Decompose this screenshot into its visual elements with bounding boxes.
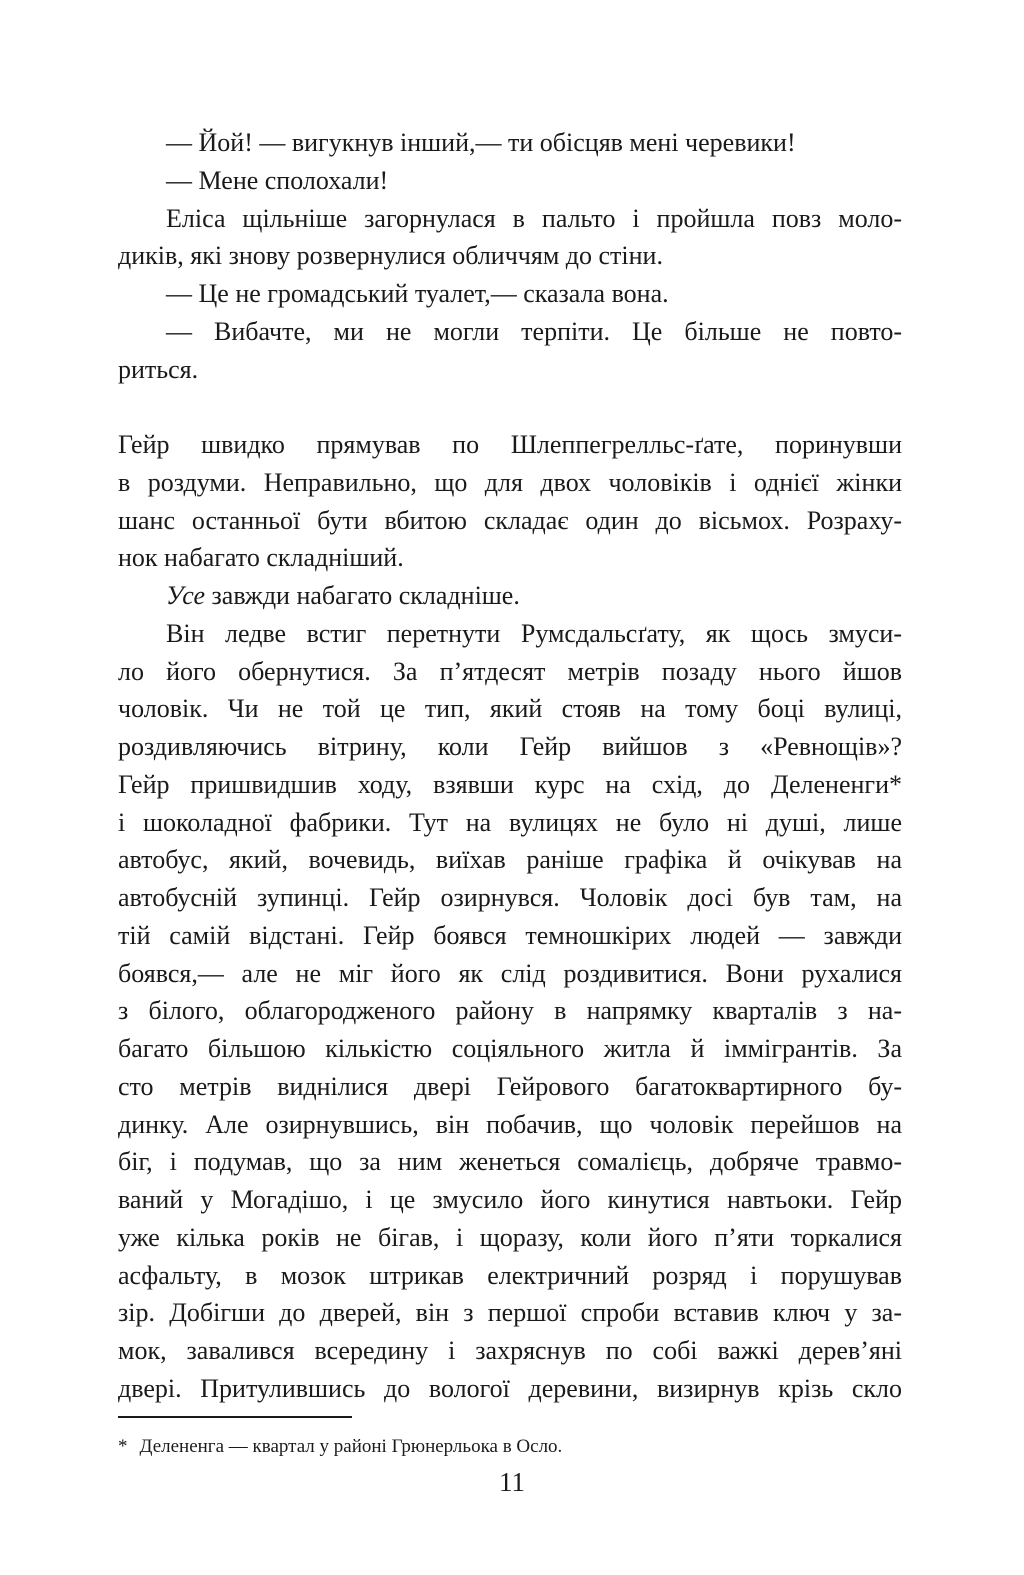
text-line: — Це не громадський туалет,— сказала вона. (166, 279, 669, 308)
text-line: багато більшою кількістю соціяльного житла й іммігрантів. За (118, 1034, 902, 1063)
page-number: 11 (499, 1467, 525, 1497)
text-line: Він ледве встиг перетнути Румсдальсґату, як щось змуси- (166, 618, 902, 648)
text-line: тій самій відстані. Гейр боявся темношкірих людей — завжди (118, 920, 902, 950)
text-line: — Йой! — вигукнув інший,— ти обісцяв мені черевики! (166, 128, 796, 157)
text-line: двері. Притулившись до вологої деревини, визирнув крізь скло (118, 1373, 902, 1403)
text-line: в роздуми. Неправильно, що для двох чоловіків і однієї жінки (118, 467, 902, 497)
text-line: сто метрів виднілися двері Гейрового багатоквартирного бу- (118, 1071, 902, 1101)
text-line: Гейр швидко прямував по Шлеппегрелльс-ґате, поринувши (118, 430, 902, 459)
text-line: динку. Але озирнувшись, він побачив, що чоловік перейшов на (118, 1109, 902, 1139)
text-line: уже кілька років не бігав, і щоразу, коли його п’яти торкалися (118, 1222, 902, 1252)
text-line: автобусній зупинці. Гейр озирнувся. Чоловік досі був там, на (118, 883, 902, 912)
text-line: диків, які знову розвернулися обличчям до стіни. (118, 241, 663, 271)
footnote-text: Делененга — квартал у районі Грюнерльока в Осло. (139, 1436, 563, 1457)
text-line: чоловік. Чи не той це тип, який стояв на тому боці вулиці, (118, 694, 902, 724)
text-line: — Вибачте, ми не могли терпіти. Це більше не повто- (166, 316, 902, 346)
text-line (118, 577, 902, 615)
text-line: — Мене сполохали! (166, 165, 389, 195)
footnote-divider (118, 1416, 352, 1418)
text-line: і шоколадної фабрики. Тут на вулицях не було ні душі, лише (118, 807, 902, 837)
text-line: зір. Добігши до дверей, він з першої спроби вставив ключ у за- (118, 1298, 902, 1328)
text-line: асфальту, в мозок штрикав електричний розряд і порушував (118, 1260, 902, 1290)
text-line: шанс останньої бути вбитою складає один до вісьмох. Розраху- (118, 505, 902, 535)
text-line: Гейр пришвидшив ходу, взявши курс на схід, до Делененги* (118, 769, 902, 799)
text-line: ваний у Могадішо, і це змусило його кинутися навтьоки. Гейр (118, 1185, 902, 1214)
text-line: автобус, який, вочевидь, виїхав раніше графіка й очікував на (118, 845, 902, 875)
section-break (118, 388, 902, 426)
italic-emphasis: Усе (166, 581, 206, 610)
footnote (118, 1434, 562, 1460)
text-line: з білого, облагородженого району в напрямку кварталів з на- (118, 996, 902, 1026)
text-line: ло його обернутися. За п’ятдесят метрів позаду нього йшов (118, 656, 902, 686)
text-line: мок, завалився всередину і захряснув по собі важкі дерев’яні (118, 1336, 902, 1365)
footnote-mark: * (118, 1436, 128, 1457)
text-line: боявся,— але не міг його як слід роздивитися. Вони рухалися (118, 958, 902, 988)
text-line: риться. (118, 354, 199, 384)
body-text (118, 124, 902, 1408)
text-line-rest: завжди набагато складніше. (205, 581, 520, 610)
text-line: нок набагато складніший. (118, 543, 404, 573)
text-line: біг, і подумав, що за ним женеться сомалієць, добряче травмо- (118, 1147, 902, 1177)
text-line: роздивляючись вітрину, коли Гейр вийшов з «Ревнощів»? (118, 732, 902, 761)
text-line: Еліса щільніше загорнулася в пальто і пройшла повз моло- (166, 203, 902, 233)
